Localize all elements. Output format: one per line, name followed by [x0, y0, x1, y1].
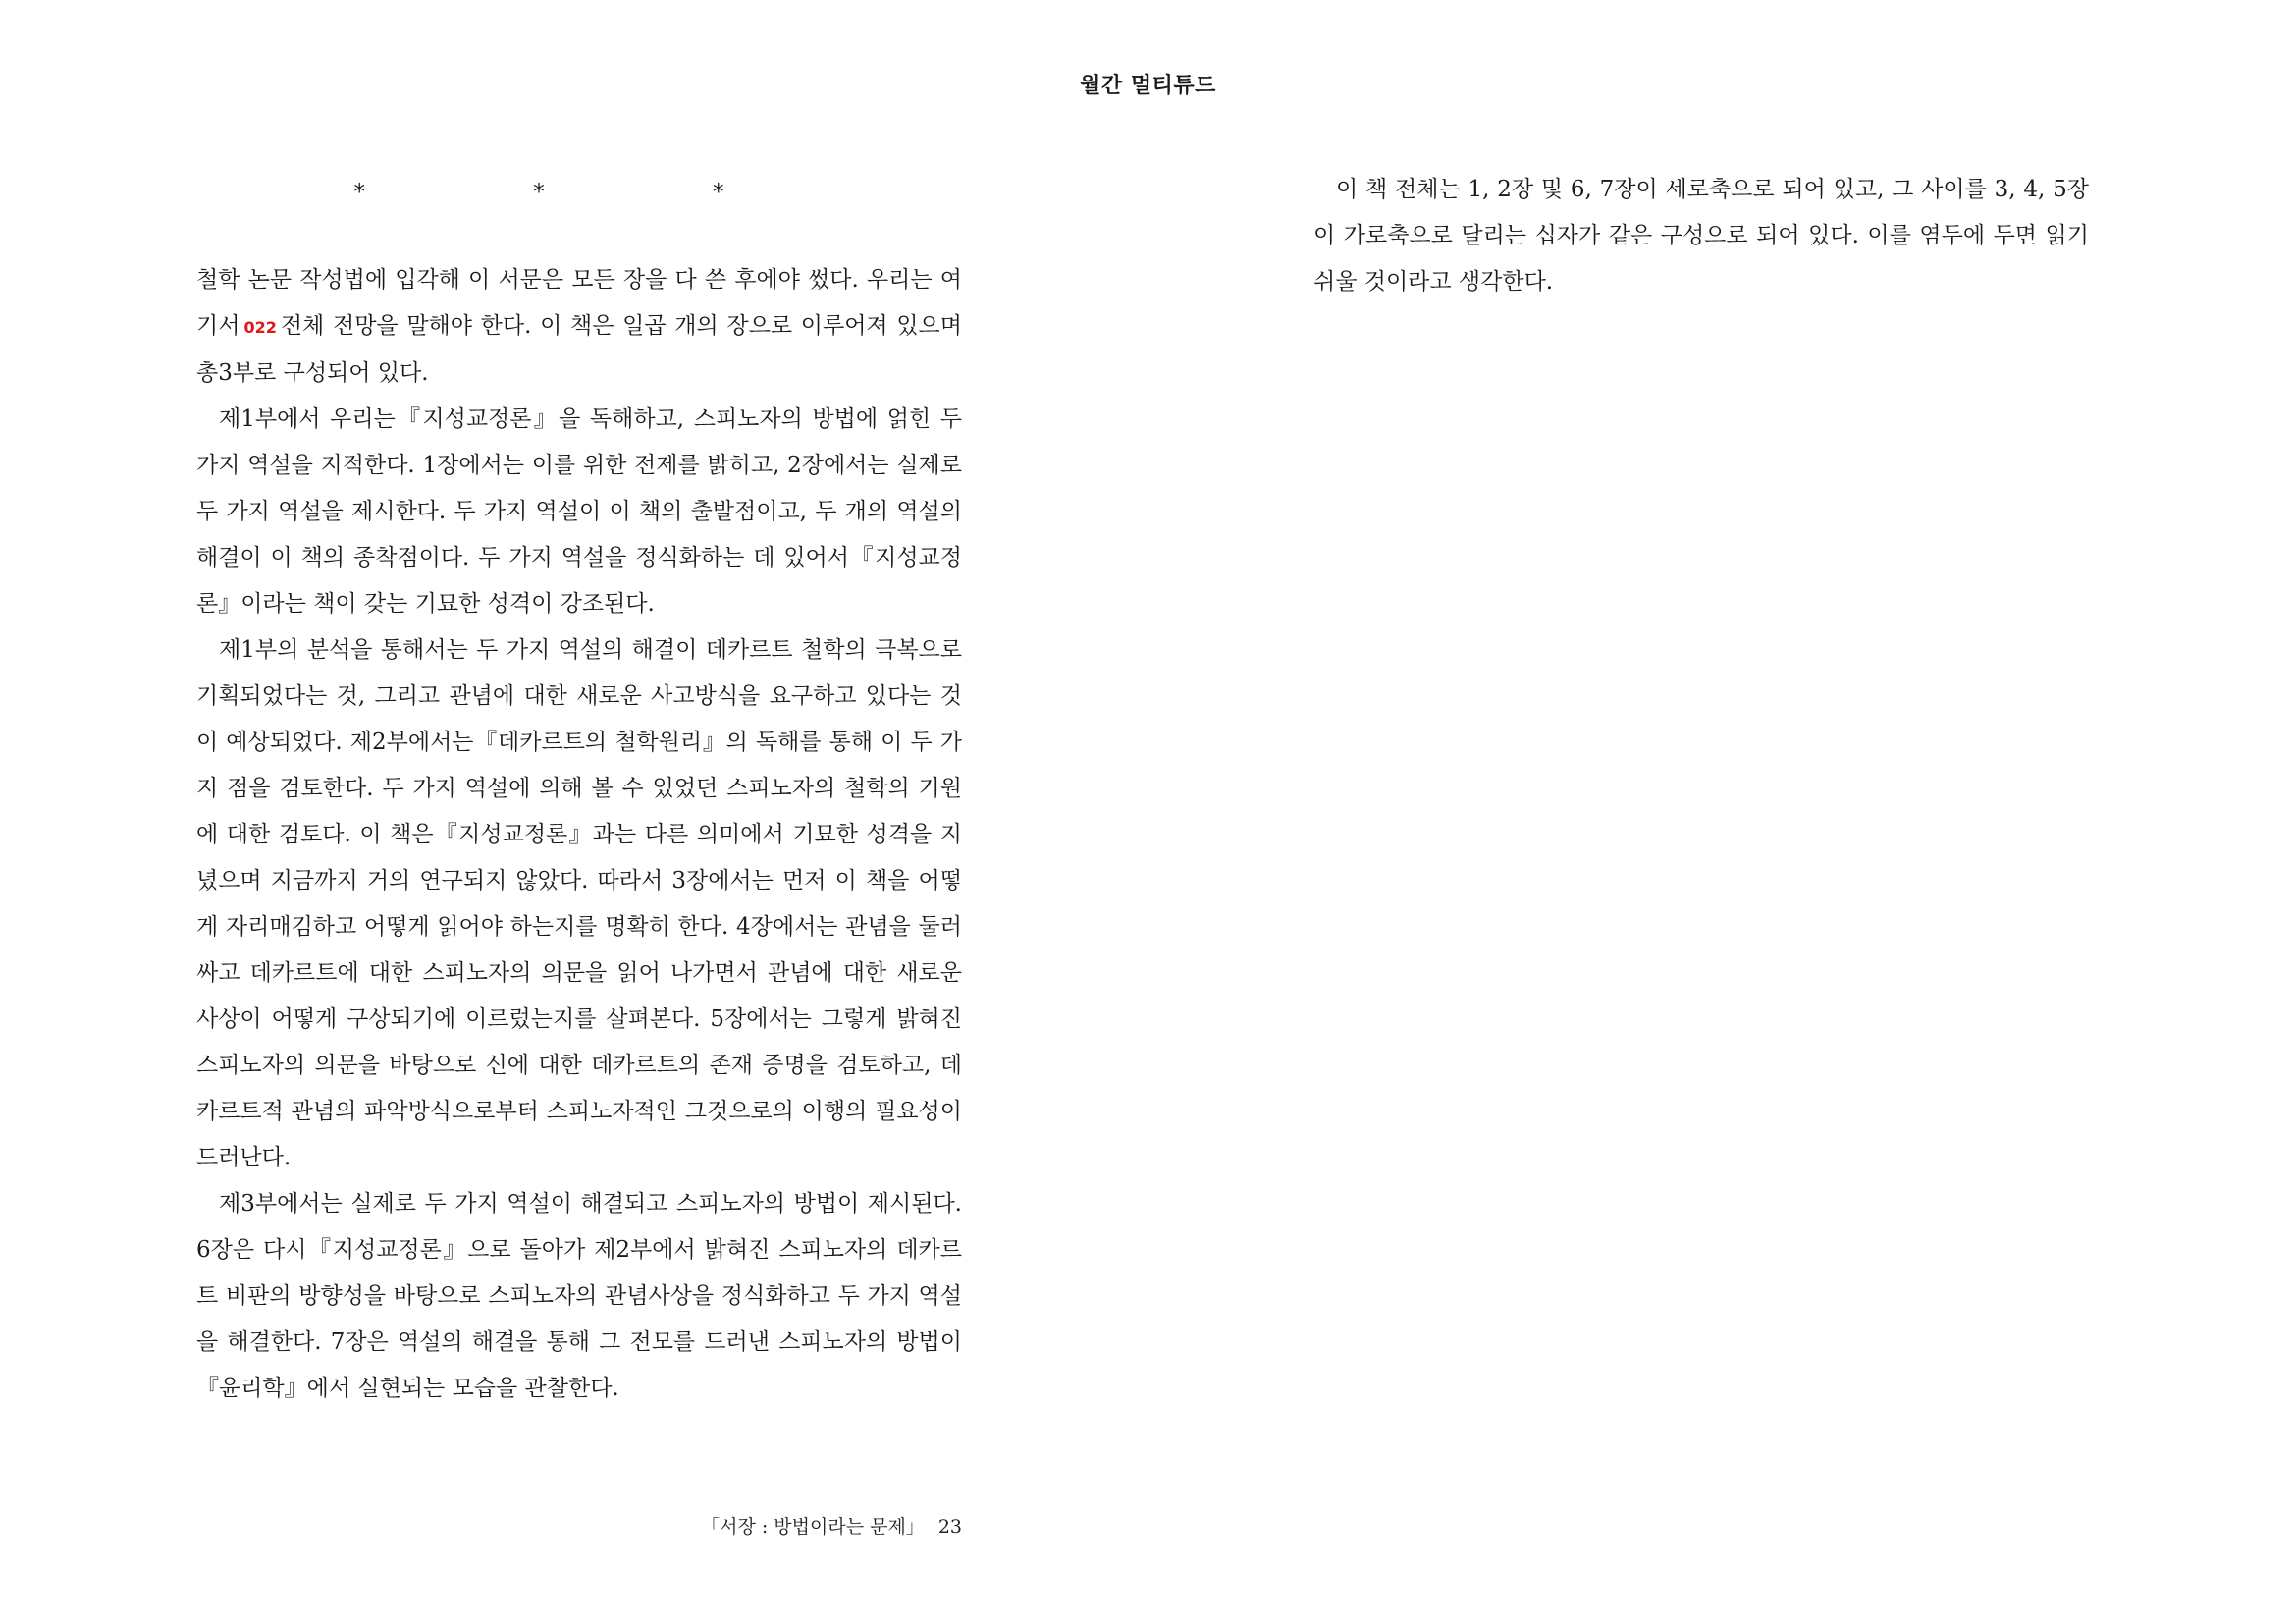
- page-number: 23: [937, 1516, 962, 1538]
- page-marker: 022: [243, 318, 277, 337]
- left-column: [196, 167, 962, 1412]
- paragraph-part-two: 제1부의 분석을 통해서는 두 가지 역설의 해결이 데카르트 철학의 극복으로 기획되었다는 것, 그리고 관념에 대한 새로운 사고방식을 요구하고 있다는 것이 예상되었다. 제2부에서는『데카르트의 철학원리』의 독해를 통해 이 두 가지 점을 검토한다. 두 가지 역설에 의해 볼 수 있었던 스피노자의 철학의 기원에 대한 검토다. 이 책은『지성교정론』과는 다른 의미에서 기묘한 성격을 지녔으며 지금까지 거의 연구되지 않았다. 따라서 3장에서는 먼저 이 책을 어떻게 자리매김하고 어떻게 읽어야 하는지를 명확히 한다. 4장에서는 관념을 둘러싸고 데카르트에 대한 스피노자의 의문을 읽어 나가면서 관념에 대한 새로운 사상이 어떻게 구상되기에 이르렀는지를 살펴본다. 5장에서는 그렇게 밝혀진 스피노자의 의문을 바탕으로 신에 대한 데카르트의 존재 증명을 검토하고, 데카르트적 관념의 파악방식으로부터 스피노자적인 그것으로의 이행의 필요성이 드러난다.: [196, 637, 962, 1170]
- running-title: 「서장 : 방법이라는 문제」: [701, 1516, 925, 1538]
- paragraph-intro-text-a: 철학 논문 작성법에 입각해 이 서문은 모든 장을 다 쓴 후에야 썼다. 우리는 여기서: [196, 267, 962, 339]
- paragraph-intro: [196, 257, 962, 397]
- section-separator: * * *: [353, 180, 805, 205]
- paragraph-part-one: 제1부에서 우리는『지성교정론』을 독해하고, 스피노자의 방법에 얽힌 두 가지 역설을 지적한다. 1장에서는 이를 위한 전제를 밝히고, 2장에서는 실제로 두 가지 역설을 제시한다. 두 가지 역설이 이 책의 출발점이고, 두 개의 역설의 해결이 이 책의 종착점이다. 두 가지 역설을 정식화하는 데 있어서『지성교정론』이라는 책이 갖는 기묘한 성격이 강조된다.: [196, 406, 962, 617]
- right-column: [1313, 167, 2089, 305]
- page-footer: [196, 1512, 962, 1539]
- paragraph-intro-text-b: 전체 전망을 말해야 한다. 이 책은 일곱 개의 장으로 이루어져 있으며 총3부로 구성되어 있다.: [196, 313, 962, 386]
- paragraph-part-three: 제3부에서는 실제로 두 가지 역설이 해결되고 스피노자의 방법이 제시된다. 6장은 다시『지성교정론』으로 돌아가 제2부에서 밝혀진 스피노자의 데카르트 비판의 방향성을 바탕으로 스피노자의 관념사상을 정식화하고 두 가지 역설을 해결한다. 7장은 역설의 해결을 통해 그 전모를 드러낸 스피노자의 방법이『윤리학』에서 실현되는 모습을 관찰한다.: [196, 1191, 962, 1401]
- paragraph-structure: 이 책 전체는 1, 2장 및 6, 7장이 세로축으로 되어 있고, 그 사이를 3, 4, 5장이 가로축으로 달리는 십자가 같은 구성으로 되어 있다. 이를 염두에 두면 읽기 쉬울 것이라고 생각한다.: [1313, 177, 2089, 295]
- publication-title: 월간 멀티튜드: [1080, 74, 1216, 98]
